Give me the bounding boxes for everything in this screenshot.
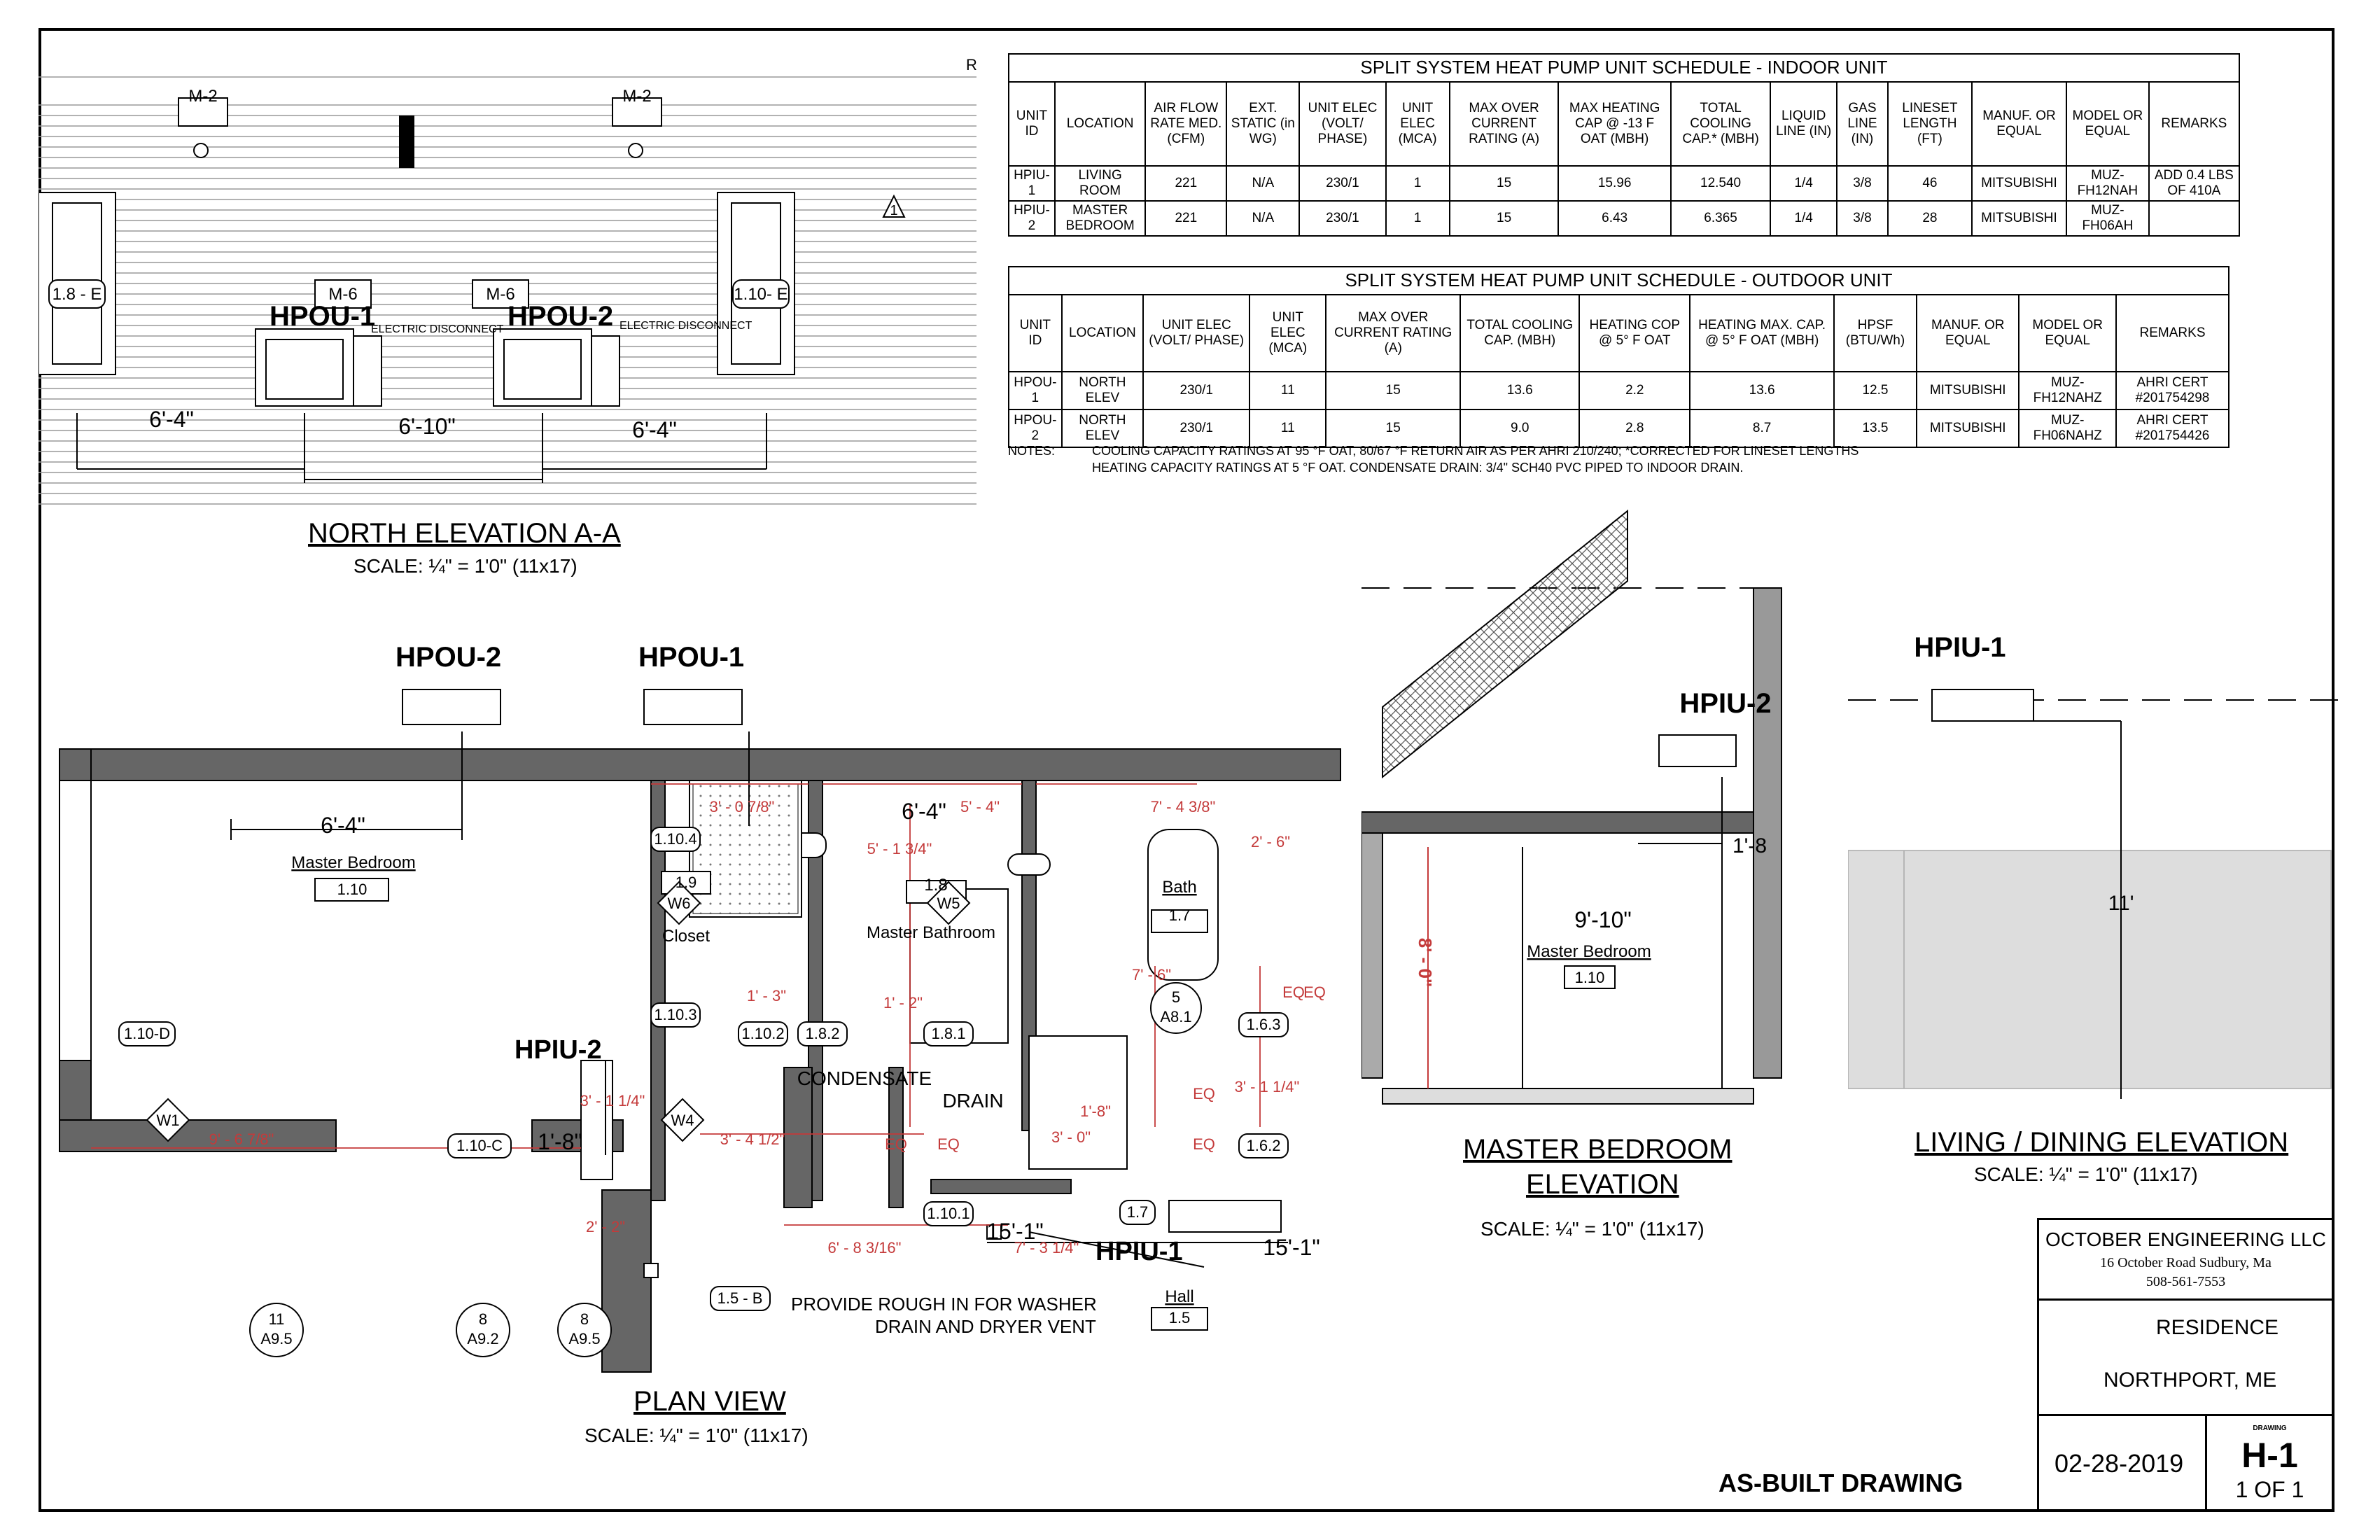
as-built-stamp: AS-BUILT DRAWING bbox=[1718, 1469, 1963, 1497]
tag-m2-b: M-2 bbox=[622, 87, 652, 106]
table-cell: 8.7 bbox=[1690, 410, 1834, 447]
rough-in-note-line-1: PROVIDE ROUGH IN FOR WASHER bbox=[791, 1294, 1097, 1315]
table-cell: 12.540 bbox=[1671, 166, 1771, 201]
tag-1-10-4: 1.10.4 bbox=[654, 830, 697, 848]
master-elev-scale: SCALE: ¼" = 1'0" (11x17) bbox=[1480, 1218, 1704, 1240]
table-cell: 1 bbox=[1386, 166, 1450, 201]
plan-dim-15-1-a: 15'-1" bbox=[986, 1219, 1044, 1244]
living-elev-dim-11: 11' bbox=[2108, 892, 2134, 915]
master-elev-dim-8-0: 8' - 0" bbox=[1415, 937, 1436, 988]
tag-m6-a: M-6 bbox=[328, 285, 358, 304]
tag-w1: W1 bbox=[156, 1112, 180, 1129]
room-num-bath: 1.7 bbox=[1168, 906, 1191, 924]
tag-8-b: 8 bbox=[580, 1310, 589, 1328]
room-master-bedroom: Master Bedroom bbox=[291, 853, 416, 872]
master-elev-title-1: MASTER BEDROOM bbox=[1463, 1134, 1732, 1165]
room-num-master-bath: 1.8 bbox=[924, 876, 948, 895]
tag-8-a: 8 bbox=[478, 1310, 488, 1328]
table-cell: 3/8 bbox=[1837, 166, 1888, 201]
indoor-schedule-title: SPLIT SYSTEM HEAT PUMP UNIT SCHEDULE - INDOOR UNIT bbox=[1009, 54, 2239, 82]
dim-6-4-a: 6'-4" bbox=[149, 407, 194, 432]
column-header: AIR FLOW RATE MED. (CFM) bbox=[1145, 82, 1226, 166]
plan-dim-6-4-b: 6'-4" bbox=[902, 799, 946, 824]
column-header: MAX HEATING CAP @ -13 F OAT (MBH) bbox=[1558, 82, 1670, 166]
project-location: NORTHPORT, ME bbox=[2104, 1368, 2277, 1392]
tag-a9-2: A9.2 bbox=[467, 1330, 499, 1348]
table-cell: 6.43 bbox=[1558, 201, 1670, 236]
title-block-divider bbox=[2037, 1298, 2334, 1301]
table-row bbox=[1009, 410, 2229, 447]
room-hall: Hall bbox=[1165, 1287, 1194, 1306]
tag-1-10-1: 1.10.1 bbox=[927, 1205, 970, 1222]
column-header: LIQUID LINE (IN) bbox=[1770, 82, 1837, 166]
room-bath: Bath bbox=[1162, 878, 1197, 897]
plan-view-scale: SCALE: ¼" = 1'0" (11x17) bbox=[584, 1424, 808, 1446]
title-block-divider bbox=[2037, 1414, 2334, 1416]
column-header: MANUF. OR EQUAL bbox=[1972, 82, 2066, 166]
north-elevation-drawing bbox=[38, 49, 990, 511]
drawing-label: DRAWING bbox=[2253, 1424, 2287, 1432]
tag-1-8-2: 1.8.2 bbox=[805, 1025, 840, 1042]
column-header: GAS LINE (IN) bbox=[1837, 82, 1888, 166]
table-cell: MITSUBISHI bbox=[1917, 410, 2019, 447]
table-cell: 1/4 bbox=[1770, 166, 1837, 201]
column-header: LINESET LENGTH (FT) bbox=[1888, 82, 1972, 166]
hpou-1-label: HPOU-1 bbox=[270, 301, 376, 332]
table-cell: 1/4 bbox=[1770, 201, 1837, 236]
table-cell: 46 bbox=[1888, 166, 1972, 201]
column-header: UNIT ELEC (VOLT/ PHASE) bbox=[1143, 295, 1250, 372]
table-cell: MUZ-FH06AH bbox=[2066, 201, 2149, 236]
tag-1-6-3: 1.6.3 bbox=[1246, 1016, 1281, 1033]
column-header: UNIT ELEC (VOLT/ PHASE) bbox=[1299, 82, 1385, 166]
table-cell: 221 bbox=[1145, 166, 1226, 201]
master-elev-title-2: ELEVATION bbox=[1526, 1169, 1679, 1200]
table-cell: 2.2 bbox=[1579, 372, 1690, 410]
column-header: MODEL OR EQUAL bbox=[2066, 82, 2149, 166]
tag-1-10-e: 1.10- E bbox=[734, 285, 788, 304]
notes-line-1: COOLING CAPACITY RATINGS AT 95 °F OAT, 80/67 °F RETURN AIR AS PER AHRI 210/240; *CORRECTED FOR LINESET LENGTHS bbox=[1092, 444, 1859, 458]
plan-hpiu-1-label: HPIU-1 bbox=[1096, 1237, 1183, 1266]
table-cell: 3/8 bbox=[1837, 201, 1888, 236]
plan-view-drawing bbox=[49, 644, 1344, 1379]
red-dim: EQ bbox=[1193, 1085, 1215, 1102]
notes-line-2: HEATING CAPACITY RATINGS AT 5 °F OAT. CONDENSATE DRAIN: 3/4" SCH40 PVC PIPED TO INDOOR DRAIN. bbox=[1092, 461, 1744, 475]
table-cell: 28 bbox=[1888, 201, 1972, 236]
red-dim: 2' - 2" bbox=[585, 1218, 626, 1236]
tag-1-10-2: 1.10.2 bbox=[741, 1025, 785, 1042]
tag-w4: W4 bbox=[671, 1112, 694, 1129]
column-header: MAX OVER CURRENT RATING (A) bbox=[1326, 295, 1460, 372]
tag-w5: W5 bbox=[937, 895, 960, 912]
tag-1-6-2: 1.6.2 bbox=[1246, 1137, 1281, 1154]
master-elev-room-num: 1.10 bbox=[1574, 969, 1605, 986]
table-cell: MITSUBISHI bbox=[1972, 166, 2066, 201]
table-cell: 13.5 bbox=[1834, 410, 1917, 447]
table-cell: NORTH ELEV bbox=[1062, 372, 1143, 410]
red-dim: 6' - 8 3/16" bbox=[827, 1239, 902, 1256]
table-cell: 11 bbox=[1250, 410, 1326, 447]
red-dim: 2' - 6" bbox=[1250, 833, 1291, 850]
dim-6-10: 6'-10" bbox=[398, 414, 456, 439]
red-dim: 3' - 1 1/4" bbox=[1234, 1078, 1300, 1096]
red-dim: EQ bbox=[1193, 1135, 1215, 1153]
table-cell: ADD 0.4 LBS OF 410A bbox=[2149, 166, 2239, 201]
condensate-drain-line-2: DRAIN bbox=[942, 1090, 1004, 1112]
column-header: MANUF. OR EQUAL bbox=[1917, 295, 2019, 372]
table-cell: 9.0 bbox=[1460, 410, 1579, 447]
room-num-master-bedroom: 1.10 bbox=[337, 881, 368, 898]
table-cell: 2.8 bbox=[1579, 410, 1690, 447]
table-cell: AHRI CERT #201754298 bbox=[2116, 372, 2229, 410]
table-cell: MUZ-FH12NAHZ bbox=[2019, 372, 2116, 410]
table-cell: MUZ-FH06NAHZ bbox=[2019, 410, 2116, 447]
column-header: LOCATION bbox=[1062, 295, 1143, 372]
plan-hpou-2-label: HPOU-2 bbox=[396, 644, 502, 673]
room-num-hall: 1.5 bbox=[1168, 1309, 1191, 1326]
tag-1-7: 1.7 bbox=[1126, 1203, 1149, 1221]
table-row bbox=[1009, 166, 2239, 201]
tag-1-8-e: 1.8 - E bbox=[52, 285, 102, 304]
table-cell: 230/1 bbox=[1143, 410, 1250, 447]
column-header: TOTAL COOLING CAP.* (MBH) bbox=[1671, 82, 1771, 166]
table-row bbox=[1009, 372, 2229, 410]
red-dim: 7' - 3 1/4" bbox=[1014, 1239, 1079, 1256]
column-header: HEATING MAX. CAP. @ 5° F OAT (MBH) bbox=[1690, 295, 1834, 372]
table-cell: 11 bbox=[1250, 372, 1326, 410]
table-cell: 15 bbox=[1450, 166, 1559, 201]
master-elev-hpiu-2-label: HPIU-2 bbox=[1679, 688, 1772, 719]
column-header: UNIT ELEC (MCA) bbox=[1250, 295, 1326, 372]
master-elev-dim-9-10: 9'-10" bbox=[1574, 907, 1632, 932]
table-cell: MUZ-FH12NAH bbox=[2066, 166, 2149, 201]
table-cell: 15 bbox=[1326, 410, 1460, 447]
table-cell: MASTER BEDROOM bbox=[1055, 201, 1145, 236]
tag-1-10-3: 1.10.3 bbox=[654, 1006, 697, 1023]
room-num-closet: 1.9 bbox=[675, 874, 697, 891]
sheet-number: 1 OF 1 bbox=[2235, 1477, 2304, 1502]
table-cell: MITSUBISHI bbox=[1917, 372, 2019, 410]
column-header: REMARKS bbox=[2116, 295, 2229, 372]
table-cell: HPOU-1 bbox=[1009, 372, 1062, 410]
table-cell: MITSUBISHI bbox=[1972, 201, 2066, 236]
living-elev-scale: SCALE: ¼" = 1'0" (11x17) bbox=[1974, 1163, 2198, 1185]
table-cell: N/A bbox=[1226, 166, 1299, 201]
master-bedroom-elevation-drawing bbox=[1362, 490, 1823, 1141]
plan-dim-15-1-b: 15'-1" bbox=[1263, 1235, 1320, 1260]
tag-m6-b: M-6 bbox=[486, 285, 515, 304]
table-cell: 230/1 bbox=[1299, 201, 1385, 236]
company-address: 16 October Road Sudbury, Ma bbox=[2100, 1255, 2272, 1270]
tag-5: 5 bbox=[1171, 988, 1181, 1006]
room-closet: Closet bbox=[662, 927, 710, 946]
plan-view-title: PLAN VIEW bbox=[634, 1386, 786, 1417]
column-header: REMARKS bbox=[2149, 82, 2239, 166]
column-header: UNIT ID bbox=[1009, 82, 1055, 166]
table-row bbox=[1009, 201, 2239, 236]
column-header: HEATING COP @ 5° F OAT bbox=[1579, 295, 1690, 372]
tag-1-5-b: 1.5 - B bbox=[717, 1289, 763, 1307]
electric-disconnect-1: ELECTRIC DISCONNECT bbox=[371, 323, 504, 335]
table-cell: 15 bbox=[1326, 372, 1460, 410]
table-cell: HPIU-2 bbox=[1009, 201, 1055, 236]
outdoor-header-row bbox=[1009, 295, 2229, 372]
plan-hpou-1-label: HPOU-1 bbox=[638, 644, 745, 673]
table-cell: 12.5 bbox=[1834, 372, 1917, 410]
living-elevation-drawing bbox=[1848, 616, 2338, 1106]
indoor-unit-schedule bbox=[1008, 53, 2240, 237]
condensate-drain-line-1: CONDENSATE bbox=[797, 1068, 932, 1089]
red-dim: 5' - 1 3/4" bbox=[867, 840, 932, 858]
red-dim: 3' - 4 1/2" bbox=[720, 1130, 785, 1148]
living-elev-title: LIVING / DINING ELEVATION bbox=[1914, 1127, 2289, 1158]
column-header: UNIT ELEC (MCA) bbox=[1386, 82, 1450, 166]
column-header: UNIT ID bbox=[1009, 295, 1062, 372]
north-elevation-scale: SCALE: ¼" = 1'0" (11x17) bbox=[354, 555, 578, 577]
table-cell: 6.365 bbox=[1671, 201, 1771, 236]
plan-hpiu-2-label: HPIU-2 bbox=[514, 1035, 602, 1065]
living-elev-hpiu-1-label: HPIU-1 bbox=[1914, 632, 2006, 663]
outdoor-unit-schedule bbox=[1008, 266, 2230, 448]
company-name: OCTOBER ENGINEERING LLC bbox=[2045, 1228, 2326, 1250]
red-dim: EQ bbox=[1303, 983, 1326, 1001]
table-cell bbox=[2149, 201, 2239, 236]
dim-6-4-b: 6'-4" bbox=[632, 417, 677, 442]
red-dim: EQ bbox=[1282, 983, 1305, 1001]
company-phone: 508-561-7553 bbox=[2146, 1274, 2226, 1289]
red-dim: 5' - 4" bbox=[960, 798, 1000, 816]
red-dim: 9' - 6 7/8" bbox=[209, 1130, 274, 1148]
table-cell: HPIU-1 bbox=[1009, 166, 1055, 201]
red-dim: 7' - 6" bbox=[1131, 966, 1172, 983]
drawing-number: H-1 bbox=[2241, 1436, 2298, 1475]
room-master-bath: Master Bathroom bbox=[866, 923, 996, 942]
table-cell: 13.6 bbox=[1690, 372, 1834, 410]
plan-dim-1-8: 1'-8" bbox=[538, 1129, 582, 1154]
table-cell: 230/1 bbox=[1143, 372, 1250, 410]
table-cell: 15 bbox=[1450, 201, 1559, 236]
table-cell: LIVING ROOM bbox=[1055, 166, 1145, 201]
tag-a9-5-a: A9.5 bbox=[260, 1330, 293, 1348]
hpou-2-label: HPOU-2 bbox=[507, 301, 614, 332]
column-header: HPSF (BTU/Wh) bbox=[1834, 295, 1917, 372]
table-cell: HPOU-2 bbox=[1009, 410, 1062, 447]
notes-label: NOTES: bbox=[1008, 444, 1056, 458]
column-header: MAX OVER CURRENT RATING (A) bbox=[1450, 82, 1559, 166]
drawing-date: 02-28-2019 bbox=[2054, 1449, 2184, 1478]
table-cell: NORTH ELEV bbox=[1062, 410, 1143, 447]
red-dim: 3' - 1 1/4" bbox=[580, 1092, 645, 1110]
tag-1-8-1: 1.8.1 bbox=[931, 1025, 966, 1042]
tag-1: 1 bbox=[890, 203, 898, 218]
table-cell: 1 bbox=[1386, 201, 1450, 236]
north-elevation-title: NORTH ELEVATION A-A bbox=[308, 518, 621, 549]
table-cell: 13.6 bbox=[1460, 372, 1579, 410]
electric-disconnect-2: ELECTRIC DISCONNECT bbox=[620, 320, 752, 332]
indoor-header-row bbox=[1009, 82, 2239, 166]
tag-w6: W6 bbox=[667, 895, 691, 912]
tag-a9-5-b: A9.5 bbox=[568, 1330, 601, 1348]
tag-m2-a: M-2 bbox=[188, 87, 218, 106]
table-cell: 230/1 bbox=[1299, 166, 1385, 201]
red-dim: 1'-8" bbox=[1080, 1102, 1111, 1120]
column-header: MODEL OR EQUAL bbox=[2019, 295, 2116, 372]
master-elev-dim-1-8: 1'-8 bbox=[1732, 834, 1768, 858]
red-dim: 7' - 4 3/8" bbox=[1150, 798, 1216, 816]
red-dim: 1' - 3" bbox=[746, 987, 787, 1004]
master-elev-room: Master Bedroom bbox=[1527, 942, 1651, 961]
tag-1-10-d: 1.10-D bbox=[123, 1025, 171, 1042]
tag-1-10-c: 1.10-C bbox=[456, 1137, 503, 1154]
red-dim: 1' - 2" bbox=[883, 994, 923, 1011]
column-header: TOTAL COOLING CAP. (MBH) bbox=[1460, 295, 1579, 372]
red-dim: 3' - 0" bbox=[1051, 1128, 1091, 1146]
plan-dim-6-4-a: 6'-4" bbox=[321, 813, 365, 838]
tag-11: 11 bbox=[268, 1310, 285, 1328]
table-cell: N/A bbox=[1226, 201, 1299, 236]
table-cell: AHRI CERT #201754426 bbox=[2116, 410, 2229, 447]
project-name: RESIDENCE bbox=[2156, 1316, 2279, 1339]
rough-in-note-line-2: DRAIN AND DRYER VENT bbox=[875, 1316, 1096, 1337]
column-header: LOCATION bbox=[1055, 82, 1145, 166]
column-header: EXT. STATIC (in WG) bbox=[1226, 82, 1299, 166]
tag-r: R bbox=[966, 56, 977, 74]
outdoor-schedule-title: SPLIT SYSTEM HEAT PUMP UNIT SCHEDULE - OUTDOOR UNIT bbox=[1009, 267, 2229, 295]
red-dim: EQ bbox=[885, 1135, 907, 1153]
table-cell: 15.96 bbox=[1558, 166, 1670, 201]
red-dim: EQ bbox=[937, 1135, 960, 1153]
table-cell: 221 bbox=[1145, 201, 1226, 236]
tag-a8-1: A8.1 bbox=[1160, 1008, 1192, 1026]
red-dim: 3' - 0 7/8" bbox=[709, 798, 775, 816]
